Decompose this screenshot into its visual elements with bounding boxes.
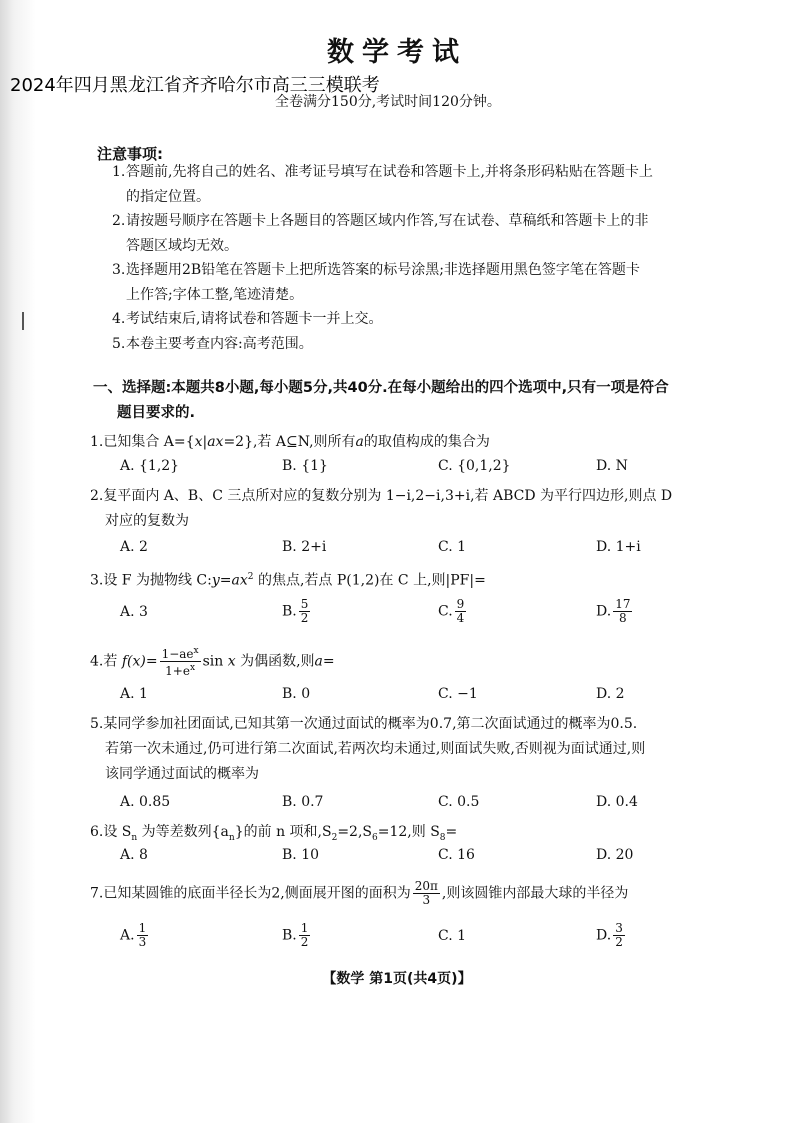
question-text: 若	[103, 653, 122, 670]
page-footer: 【数学 第1页(共4页)】	[322, 971, 472, 987]
question-text: 的取值构成的集合为	[363, 434, 490, 450]
options-2	[120, 539, 760, 563]
fraction-denominator: 8	[619, 611, 627, 625]
question-text: 的焦点,若点 P(1,2)在 C 上,则|PF|=	[253, 572, 486, 589]
question-7	[90, 880, 755, 907]
question-text: 复平面内 A、B、C 三点所对应的复数分别为 1−i,2−i,3+i,若 ABCD 为平行四边形,则点 D	[103, 488, 673, 504]
question-2	[90, 484, 755, 534]
math-subscript: 2	[331, 832, 338, 843]
option-c	[438, 598, 468, 625]
option-c: C. −1	[438, 686, 478, 702]
math-exponent: 2	[247, 572, 254, 582]
math-symbol: =	[145, 653, 158, 670]
option-a: A. {1,2}	[120, 458, 180, 474]
question-text: ,则该圆锥内部最大球的半径为	[441, 885, 629, 902]
fraction	[413, 880, 440, 907]
math-function: sin	[202, 653, 224, 670]
math-subscript: 6	[372, 832, 378, 843]
notice-item	[112, 307, 747, 332]
fraction-numerator	[160, 645, 201, 662]
option-c: C. 1	[438, 928, 467, 944]
option-a	[120, 922, 150, 949]
fraction-numerator: 3	[615, 921, 623, 935]
option-label: D.	[596, 927, 612, 944]
fraction-denominator: 3	[138, 935, 147, 949]
options-3	[120, 598, 760, 632]
question-text: 为等差数列{a	[137, 824, 229, 840]
fraction-denominator: 4	[456, 611, 465, 625]
math-symbol: |	[202, 434, 208, 450]
math-variable: ax	[207, 434, 224, 450]
question-1	[90, 430, 755, 455]
options-7	[120, 922, 760, 956]
options-5	[120, 794, 760, 818]
math-subscript: n	[228, 832, 235, 843]
option-a: A. 3	[120, 604, 148, 620]
scan-edge	[0, 0, 36, 1123]
option-label: D.	[596, 603, 612, 620]
question-3	[90, 565, 755, 594]
options-1	[120, 458, 760, 482]
question-continuation: 该同学通过面试的概率为	[105, 766, 259, 782]
question-text: 为偶函数,则	[240, 653, 315, 670]
notice-item-number: 4.	[112, 311, 126, 327]
notice-heading: 注意事项:	[97, 145, 163, 163]
notice-item	[112, 209, 747, 258]
question-number: 4.	[90, 653, 104, 670]
notice-item-continuation: 的指定位置。	[126, 188, 210, 205]
math-exponent: x	[193, 646, 199, 656]
math-function: f(x)	[121, 653, 146, 670]
question-text: 某同学参加社团面试,已知其第一次通过面试的概率为0.7,第二次面试通过的概率为0.5.	[103, 716, 638, 732]
option-a: A. 1	[120, 686, 148, 702]
question-number: 5.	[90, 716, 104, 732]
question-continuation: 对应的复数为	[105, 513, 189, 529]
fraction-numerator: 20π	[414, 879, 438, 893]
option-c: C. 1	[438, 539, 467, 555]
option-b: B. 2+i	[282, 539, 327, 555]
option-d: D. N	[596, 458, 628, 474]
option-label: B.	[282, 927, 297, 944]
question-text: =2,S	[337, 824, 373, 840]
fraction	[299, 598, 311, 625]
notice-item-number: 1.	[112, 164, 126, 180]
fraction	[137, 922, 149, 949]
notice-item-text: 请按题号顺序在答题卡上各题目的答题区域内作答,写在试卷、草稿纸和答题卡上的非	[126, 213, 649, 229]
question-text: 已知集合 A={	[103, 434, 195, 450]
question-text: }的前 n 项和,S	[234, 824, 332, 840]
question-number: 6.	[90, 824, 104, 840]
option-b	[282, 922, 312, 949]
math-variable: x	[194, 434, 203, 450]
math-symbol: =	[445, 824, 458, 840]
math-variable: y	[211, 572, 220, 589]
fraction-denominator	[160, 662, 201, 678]
math-subscript: n	[131, 832, 138, 843]
math-symbol: =	[219, 572, 232, 589]
notice-item-number: 3.	[112, 262, 126, 278]
question-number: 3.	[90, 572, 104, 589]
denominator-text: 1+e	[165, 664, 190, 678]
notice-item-text: 本卷主要考查内容:高考范围。	[126, 335, 313, 352]
math-variable: x	[227, 653, 236, 670]
section-heading-text: 一、选择题:本题共8小题,每小题5分,共40分.在每小题给出的四个选项中,只有一项是符合	[93, 380, 669, 396]
option-d	[596, 922, 627, 949]
option-d: D. 0.4	[596, 794, 638, 810]
option-d	[596, 598, 634, 625]
fraction	[299, 922, 311, 949]
options-4	[120, 686, 760, 710]
notice-item-continuation: 答题区域均无效。	[126, 237, 238, 254]
question-number: 1.	[90, 434, 104, 450]
question-continuation: 若第一次未通过,仍可进行第二次面试,若两次均未通过,则面试失败,否则视为面试通过,则	[105, 741, 646, 757]
fraction-numerator: 1	[138, 921, 147, 935]
fraction-denominator: 2	[615, 935, 623, 949]
fraction-numerator: 5	[300, 597, 309, 611]
option-c: C. 16	[438, 847, 475, 863]
option-d: D. 1+i	[596, 539, 641, 555]
notice-item-number: 5.	[112, 335, 126, 352]
option-label: C.	[438, 603, 453, 620]
option-a: A. 2	[120, 539, 148, 555]
notice-item-text: 选择题用2B铅笔在答题卡上把所选答案的标号涂黑;非选择题用黑色签字笔在答题卡	[126, 262, 640, 278]
math-variable: a	[355, 434, 364, 450]
section-heading-continuation: 题目要求的.	[117, 405, 196, 421]
notice-list	[112, 160, 747, 356]
question-text: 设 F 为抛物线 C:	[103, 572, 212, 589]
option-d: D. 20	[596, 847, 634, 863]
math-symbol: =	[322, 653, 335, 670]
notice-item-text: 答题前,先将自己的姓名、准考证号填写在试卷和答题卡上,并将条形码粘贴在答题卡上	[126, 164, 653, 180]
question-text: 设 S	[103, 824, 132, 840]
fraction	[160, 645, 201, 678]
question-number: 2.	[90, 488, 104, 504]
math-subscript: 8	[439, 832, 446, 843]
math-exponent: x	[189, 663, 196, 673]
option-b	[282, 598, 312, 625]
option-b: B. {1}	[282, 458, 328, 474]
numerator-text: 1−ae	[161, 647, 194, 661]
page-title: 数学考试	[327, 37, 467, 68]
option-c: C. 0.5	[438, 794, 480, 810]
option-d: D. 2	[596, 686, 625, 702]
section-heading	[93, 376, 753, 426]
notice-item-text: 考试结束后,请将试卷和答题卡一并上交。	[126, 311, 383, 327]
fraction-numerator: 1	[300, 921, 309, 935]
question-5	[90, 712, 755, 787]
overlay-title: 2024年四月黑龙江省齐齐哈尔市高三三模联考	[10, 75, 380, 96]
notice-item	[112, 332, 747, 357]
option-a: A. 0.85	[120, 794, 171, 810]
option-b: B. 0.7	[282, 794, 324, 810]
notice-item	[112, 258, 747, 307]
fraction-numerator: 9	[456, 597, 465, 611]
fraction-numerator: 17	[615, 597, 631, 611]
fraction	[613, 598, 632, 625]
fraction	[613, 922, 625, 949]
question-number: 7.	[90, 885, 104, 902]
options-6	[120, 847, 760, 871]
notice-item-continuation: 上作答;字体工整,笔迹清楚。	[126, 286, 304, 303]
question-text: =2},若 A⊆N,则所有	[223, 434, 356, 450]
question-text: 已知某圆锥的底面半径长为2,侧面展开图的面积为	[103, 885, 411, 902]
math-variable: ax	[231, 572, 248, 589]
option-b: B. 10	[282, 847, 320, 863]
option-label: A.	[120, 927, 135, 944]
fraction-denominator: 2	[300, 611, 309, 625]
fraction-denominator: 2	[300, 935, 309, 949]
option-label: B.	[282, 603, 297, 620]
score-info: 全卷满分150分,考试时间120分钟。	[275, 94, 501, 110]
scan-mark	[22, 312, 24, 330]
question-text: =12,则 S	[377, 824, 440, 840]
math-variable: a	[314, 653, 323, 670]
fraction	[455, 598, 467, 625]
notice-item-number: 2.	[112, 213, 126, 229]
question-4	[90, 645, 755, 678]
option-a: A. 8	[120, 847, 148, 863]
option-b: B. 0	[282, 686, 311, 702]
fraction-denominator: 3	[422, 893, 431, 907]
option-c: C. {0,1,2}	[438, 458, 511, 474]
notice-item	[112, 160, 747, 209]
